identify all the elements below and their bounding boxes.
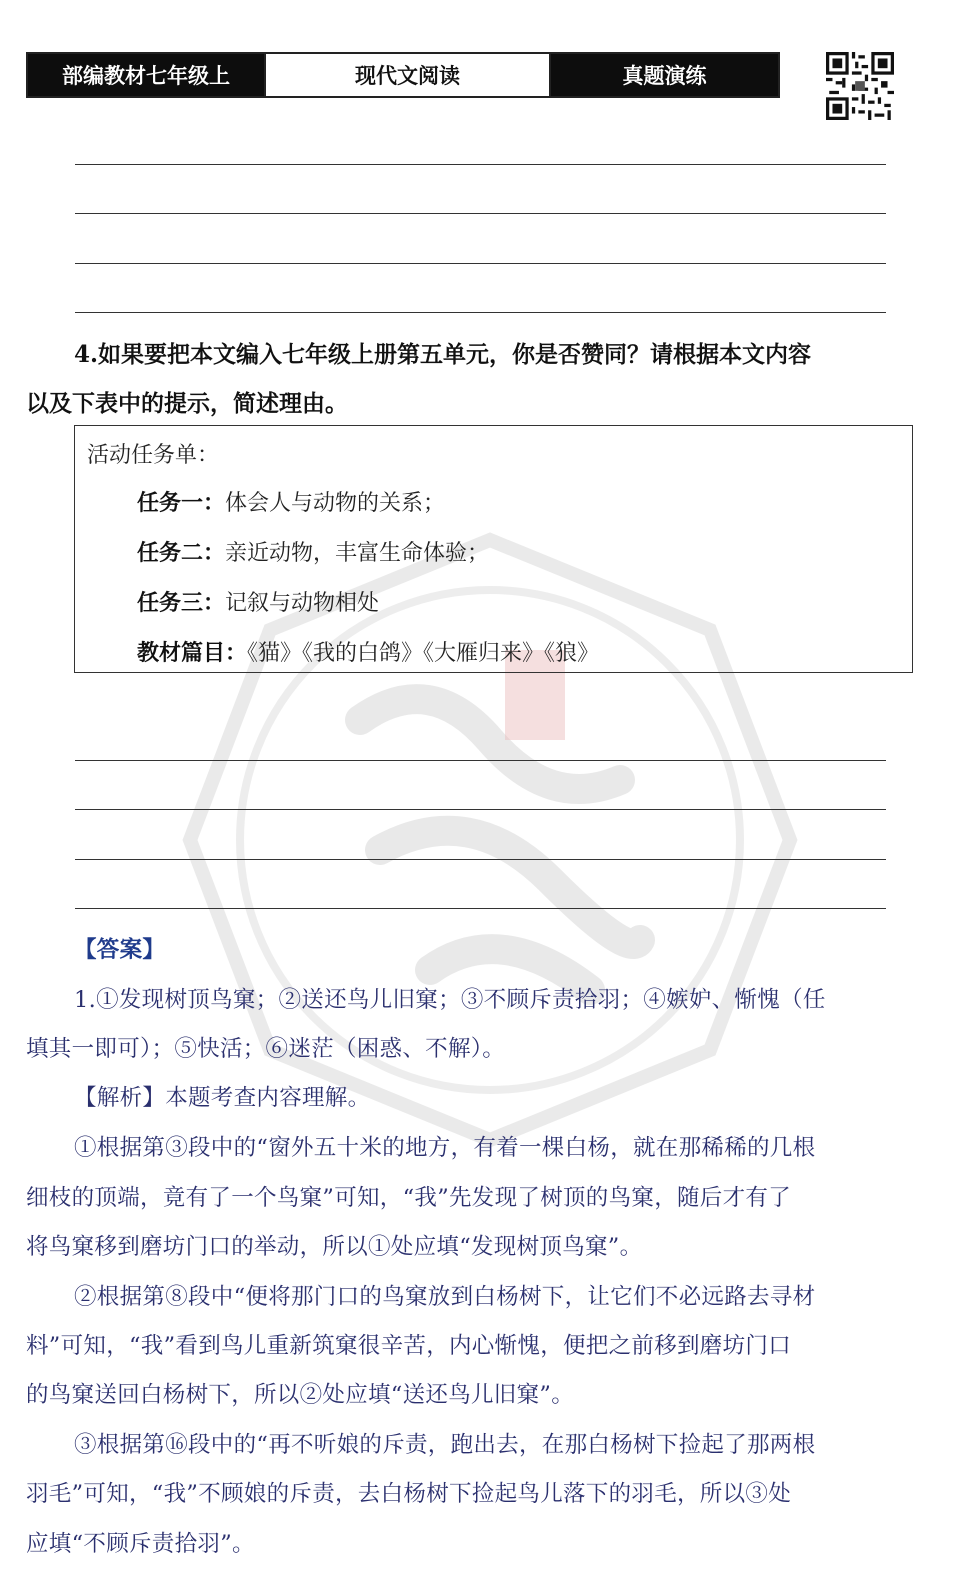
answer-line[interactable] [75, 164, 886, 165]
task-label: 任务一： [137, 490, 226, 516]
answer-line-text: 将鸟窠移到磨坊门口的举动，所以①处应填“发现树顶鸟窠”。 [26, 1234, 643, 1260]
task-item [137, 486, 445, 517]
answer-line[interactable] [75, 859, 886, 860]
header-grade: 部编教材七年级上 [28, 54, 264, 96]
answer-line-text: ②根据第⑧段中“便将那门口的鸟窠放到白杨树下，让它们不必远路去寻材 [74, 1284, 816, 1310]
answer-line[interactable] [75, 908, 886, 909]
answer-line[interactable] [75, 312, 886, 313]
answer-line-text: 填其一即可）；⑤快活；⑥迷茫（困惑、不解）。 [26, 1036, 506, 1062]
textbook-list [137, 636, 599, 667]
answer-line[interactable] [75, 263, 886, 264]
textbook-text: 《猫》《我的白鸽》《大雁归来》《狼》 [247, 641, 600, 666]
task-text: 体会人与动物的关系； [225, 491, 446, 516]
header-section: 现代文阅读 [264, 54, 551, 96]
answer-line-text: 应填“不顾斥责拾羽”。 [26, 1531, 255, 1557]
answer-heading: 【答案】 [74, 937, 166, 963]
answer-line-text: ①根据第③段中的“窗外五十米的地方，有着一棵白杨，就在那稀稀的几根 [74, 1135, 816, 1161]
task-box-title: 活动任务单： [87, 443, 220, 468]
answer-line[interactable] [75, 809, 886, 810]
task-label: 任务三： [137, 590, 226, 616]
answer-line-text: 的鸟窠送回白杨树下，所以②处应填“送还鸟儿旧窠”。 [26, 1382, 575, 1408]
question-4-line-1: 4.如果要把本文编入七年级上册第五单元，你是否赞同？请根据本文内容 [74, 341, 812, 368]
task-box [74, 425, 913, 673]
task-text: 记叙与动物相处 [225, 591, 380, 616]
answer-line[interactable] [75, 760, 886, 761]
analysis-heading: 【解析】本题考查内容理解。 [74, 1085, 371, 1111]
page-header [26, 52, 780, 98]
answer-line-text: 料”可知，“我”看到鸟儿重新筑窠很辛苦，内心惭愧，便把之前移到磨坊门口 [26, 1333, 792, 1359]
answer-line-text: 1.①发现树顶鸟窠；②送还鸟儿旧窠；③不顾斥责拾羽；④嫉妒、惭愧（任 [74, 987, 826, 1013]
task-item [137, 586, 379, 617]
header-practice: 真题演练 [551, 54, 778, 96]
answer-line[interactable] [75, 213, 886, 214]
task-text: 亲近动物，丰富生命体验； [225, 541, 490, 566]
qr-code-icon [826, 52, 894, 120]
question-4-line-2: 以及下表中的提示，简述理由。 [26, 390, 348, 417]
task-label: 任务二： [137, 540, 226, 566]
textbook-label: 教材篇目： [137, 640, 248, 666]
answer-line-text: 羽毛”可知，“我”不顾娘的斥责，去白杨树下捡起鸟儿落下的羽毛，所以③处 [26, 1481, 792, 1507]
task-item [137, 536, 489, 567]
answer-line-text: 细枝的顶端，竟有了一个鸟窠”可知，“我”先发现了树顶的鸟窠，随后才有了 [26, 1185, 792, 1211]
answer-line-text: ③根据第⑯段中的“再不听娘的斥责，跑出去，在那白杨树下捡起了那两根 [74, 1432, 816, 1458]
